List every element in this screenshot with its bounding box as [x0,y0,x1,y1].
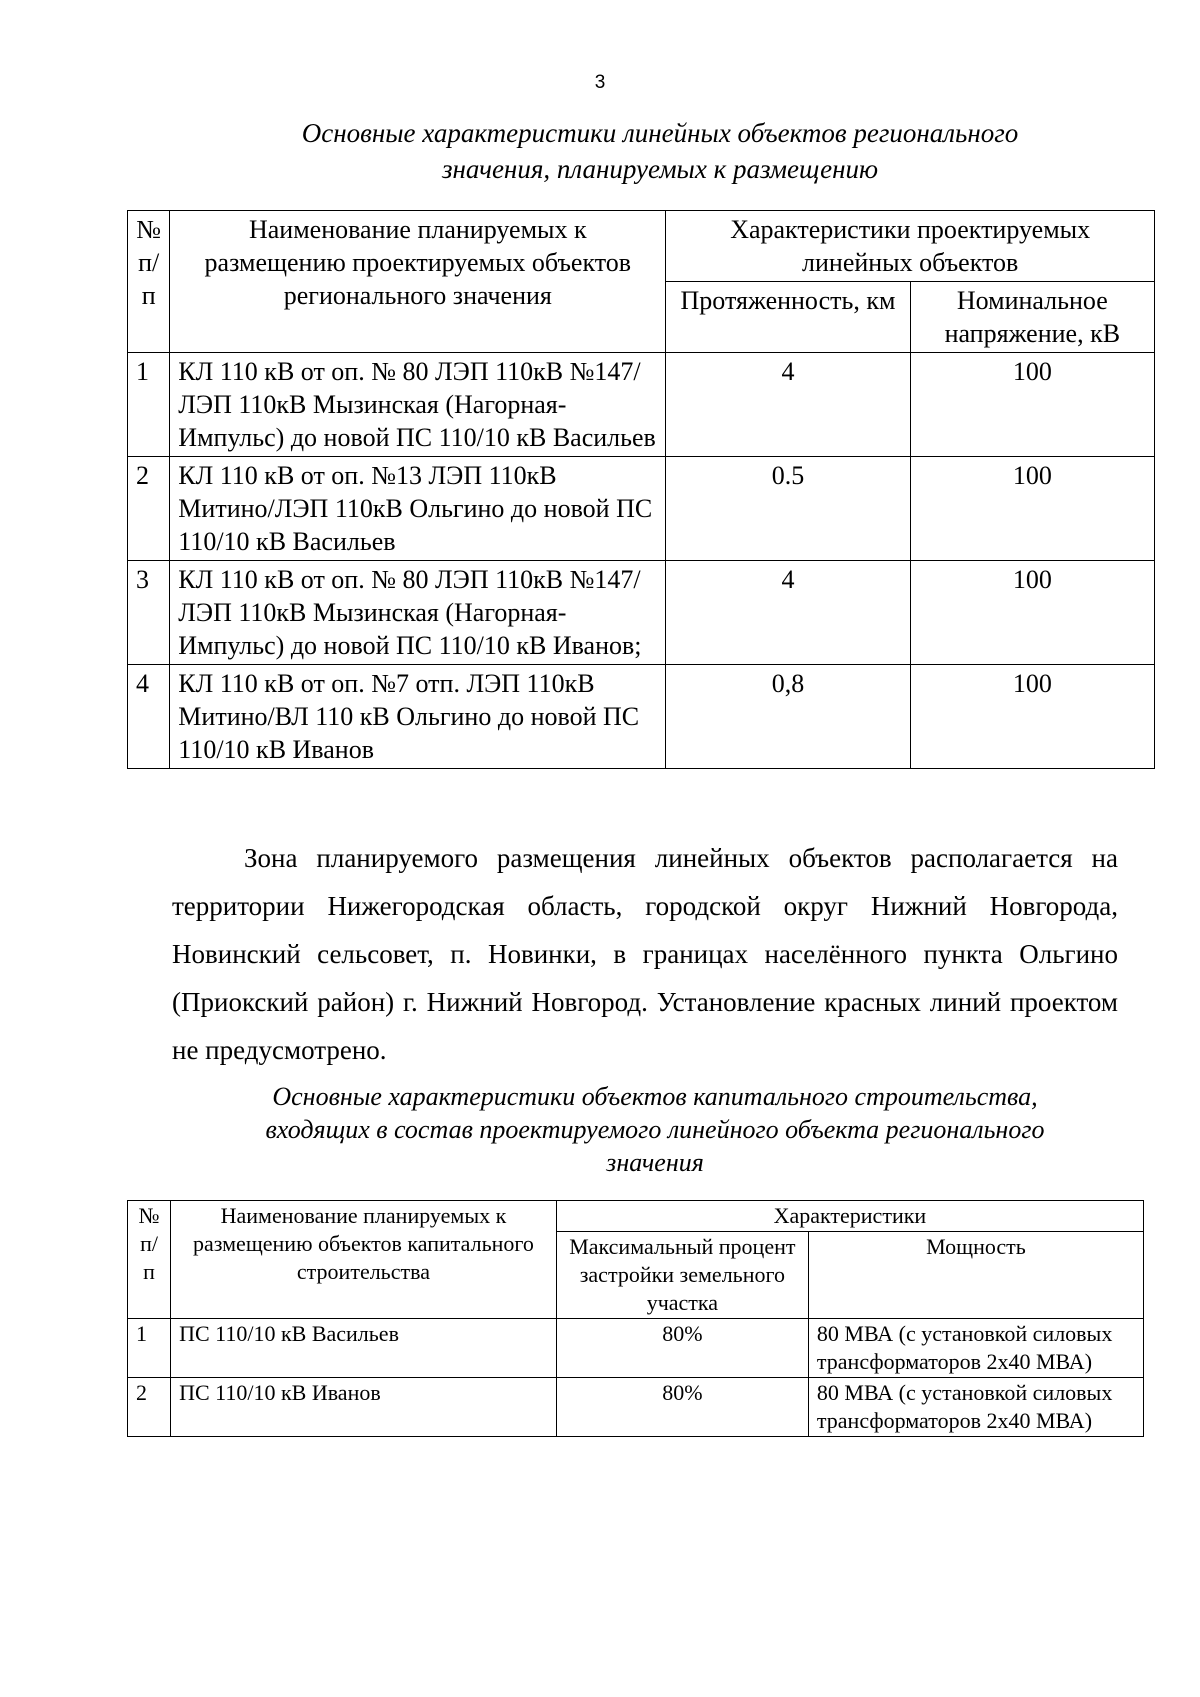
cell-num: 2 [128,457,170,561]
table-row [128,353,1155,457]
header-power: Мощность [808,1232,1143,1319]
table1-caption [270,115,1050,187]
cell-percent: 80% [556,1319,808,1378]
cell-voltage: 100 [910,353,1154,457]
cell-length: 4 [666,561,910,665]
cell-length: 0.5 [666,457,910,561]
cell-num: 1 [128,353,170,457]
cell-voltage: 100 [910,561,1154,665]
header-voltage: Номинальное напряжение, кВ [910,282,1154,353]
table-row [128,561,1155,665]
cell-name: КЛ 110 кВ от оп. № 80 ЛЭП 110кВ №147/ЛЭП 110кВ Мызинская (Нагорная-Импульс) до новой ПС 110/10 кВ Иванов; [170,561,666,665]
cell-name: КЛ 110 кВ от оп. № 80 ЛЭП 110кВ №147/ЛЭП 110кВ Мызинская (Нагорная-Импульс) до новой ПС 110/10 кВ Васильев [170,353,666,457]
table2-caption-line: входящих в состав проектируемого линейного объекта регионального [265,1115,1045,1144]
header-percent: Максимальный процент застройки земельного участка [556,1232,808,1319]
capital-construction-table [127,1200,1144,1437]
header-name: Наименование планируемых к размещению объектов капитального строительства [171,1201,557,1319]
cell-power: 80 МВА (с установкой силовых трансформаторов 2х40 МВА) [808,1319,1143,1378]
cell-voltage: 100 [910,665,1154,769]
table2-caption-line: значения [606,1148,704,1177]
linear-objects-table [127,210,1155,769]
table-row [128,1319,1144,1378]
table-header-row [128,1201,1144,1232]
table-row [128,1378,1144,1437]
table1-caption-line: значения, планируемых к размещению [442,154,878,184]
header-characteristics: Характеристики проектируемых линейных объектов [666,211,1155,282]
table-header-row [128,211,1155,282]
header-num: № п/п [128,1201,171,1319]
cell-percent: 80% [556,1378,808,1437]
cell-name: КЛ 110 кВ от оп. №7 отп. ЛЭП 110кВ Митино/ВЛ 110 кВ Ольгино до новой ПС 110/10 кВ Иванов [170,665,666,769]
table1-caption-line: Основные характеристики линейных объектов регионального [301,118,1019,148]
table-row [128,457,1155,561]
cell-name: КЛ 110 кВ от оп. №13 ЛЭП 110кВ Митино/ЛЭП 110кВ Ольгино до новой ПС 110/10 кВ Васильев [170,457,666,561]
cell-name: ПС 110/10 кВ Иванов [171,1378,557,1437]
cell-num: 3 [128,561,170,665]
cell-num: 1 [128,1319,171,1378]
cell-power: 80 МВА (с установкой силовых трансформаторов 2х40 МВА) [808,1378,1143,1437]
header-length: Протяженность, км [666,282,910,353]
header-name: Наименование планируемых к размещению проектируемых объектов регионального значения [170,211,666,353]
cell-length: 4 [666,353,910,457]
header-characteristics: Характеристики [556,1201,1143,1232]
table2-caption [190,1080,1120,1179]
cell-num: 2 [128,1378,171,1437]
cell-length: 0,8 [666,665,910,769]
table2-caption-line: Основные характеристики объектов капитального строительства, [272,1082,1038,1111]
table-row [128,665,1155,769]
cell-name: ПС 110/10 кВ Васильев [171,1319,557,1378]
header-num: № п/п [128,211,170,353]
cell-num: 4 [128,665,170,769]
cell-voltage: 100 [910,457,1154,561]
zone-description-paragraph: Зона планируемого размещения линейных объектов располагается на территории Нижегородская область, городской округ Нижний Новгорода, Новинский сельсовет, п. Новинки, в границах населённого пункта Ольгино (Приокский район) г. Нижний Новгород. Установление красных линий проектом не предусмотрено. [172,843,1118,1065]
page-number: 3 [594,72,606,93]
